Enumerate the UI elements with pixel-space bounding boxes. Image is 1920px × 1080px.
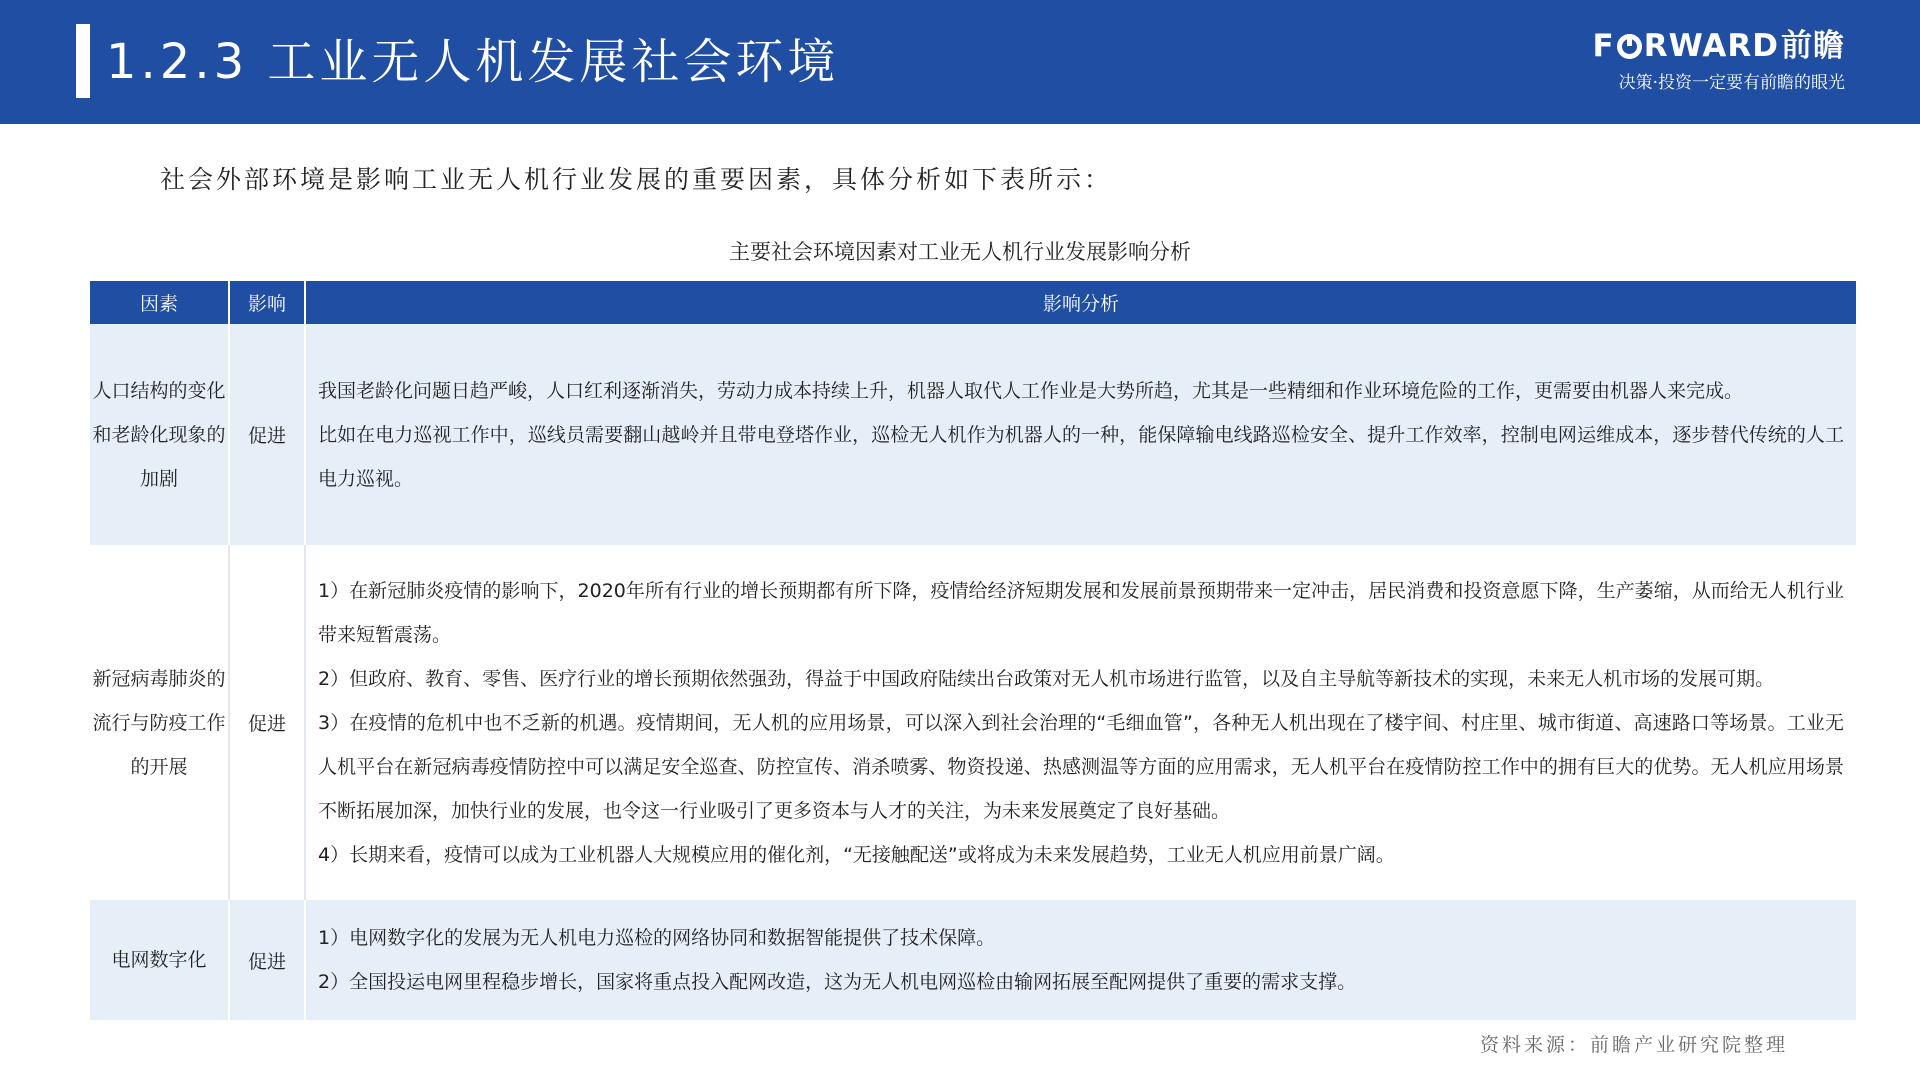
analysis-paragraph: 1）电网数字化的发展为无人机电力巡检的网络协同和数据智能提供了技术保障。 xyxy=(318,927,996,949)
analysis-paragraph: 2）但政府、教育、零售、医疗行业的增长预期依然强劲，得益于中国政府陆续出台政策对无人机市场进行监管，以及自主导航等新技术的实现，未来无人机市场的发展可期。 xyxy=(318,667,1775,690)
intro-text: 社会外部环境是影响工业无人机行业发展的重要因素，具体分析如下表所示： xyxy=(160,165,1113,194)
impact-cell: 促进 xyxy=(229,545,305,900)
header-analysis: 影响分析 xyxy=(305,281,1856,324)
brand-logo xyxy=(1585,26,1845,66)
factor-cell: 人口结构的变化和老龄化现象的加剧 xyxy=(90,324,229,545)
analysis-cell xyxy=(305,324,1856,545)
brand-block xyxy=(1585,26,1845,93)
factor-cell: 电网数字化 xyxy=(90,900,229,1020)
analysis-paragraph: 1）在新冠肺炎疫情的影响下，2020年所有行业的增长预期都有所下降，疫情给经济短期发展和发展前景预期带来一定冲击，居民消费和投资意愿下降，生产萎缩，从而给无人机行业带来短暂震荡。 xyxy=(318,579,1844,646)
analysis-paragraph: 我国老龄化问题日趋严峻，人口红利逐渐消失，劳动力成本持续上升，机器人取代人工作业是大势所趋，尤其是一些精细和作业环境危险的工作，更需要由机器人来完成。 xyxy=(318,379,1744,402)
power-icon xyxy=(1617,34,1642,59)
table-row xyxy=(90,324,1856,545)
impact-cell: 促进 xyxy=(229,324,305,545)
brand-logo-rest: RWARD xyxy=(1643,28,1779,64)
analysis-paragraph: 比如在电力巡视工作中，巡线员需要翻山越岭并且带电登塔作业，巡检无人机作为机器人的一种，能保障输电线路巡检安全、提升工作效率，控制电网运维成本，逐步替代传统的人工电力巡视。 xyxy=(318,423,1844,490)
analysis-table xyxy=(90,281,1856,1020)
brand-slogan: 决策·投资一定要有前瞻的眼光 xyxy=(1618,73,1845,93)
table-row xyxy=(90,545,1856,900)
title-accent-bar xyxy=(76,24,90,98)
factor-cell: 新冠病毒肺炎的流行与防疫工作的开展 xyxy=(90,545,229,900)
analysis-paragraph: 4）长期来看，疫情可以成为工业机器人大规模应用的催化剂，“无接触配送”或将成为未来发展趋势，工业无人机应用前景广阔。 xyxy=(318,843,1395,866)
analysis-paragraph: 2）全国投运电网里程稳步增长，国家将重点投入配网改造，这为无人机电网巡检由输网拓展至配网提供了重要的需求支撑。 xyxy=(318,971,1357,993)
analysis-paragraph: 3）在疫情的危机中也不乏新的机遇。疫情期间，无人机的应用场景，可以深入到社会治理的“毛细血管”，各种无人机出现在了楼宇间、村庄里、城市街道、高速路口等场景。工业无人机平台在新冠病毒疫情防控中可以满足安全巡查、防控宣传、消杀喷雾、物资投递、热感测温等方面的应用需求，无人机平台在疫情防控工作中的拥有巨大的优势。无人机应用场景不断拓展加深，加快行业的发展，也令这一行业吸引了更多资本与人才的关注，为未来发展奠定了良好基础。 xyxy=(318,711,1844,822)
source-note: 资料来源：前瞻产业研究院整理 xyxy=(1479,1034,1788,1056)
table-header-row xyxy=(90,281,1856,324)
analysis-cell xyxy=(305,545,1856,900)
header-banner xyxy=(0,0,1920,124)
page-title: 1.2.3 工业无人机发展社会环境 xyxy=(106,34,840,90)
table-row xyxy=(90,900,1856,1020)
analysis-cell xyxy=(305,900,1856,1020)
table-title: 主要社会环境因素对工业无人机行业发展影响分析 xyxy=(729,240,1191,264)
header-factor: 因素 xyxy=(90,281,229,324)
impact-cell: 促进 xyxy=(229,900,305,1020)
header-impact: 影响 xyxy=(229,281,305,324)
brand-logo-letter: F xyxy=(1592,28,1615,64)
brand-logo-cn: 前瞻 xyxy=(1781,28,1845,64)
